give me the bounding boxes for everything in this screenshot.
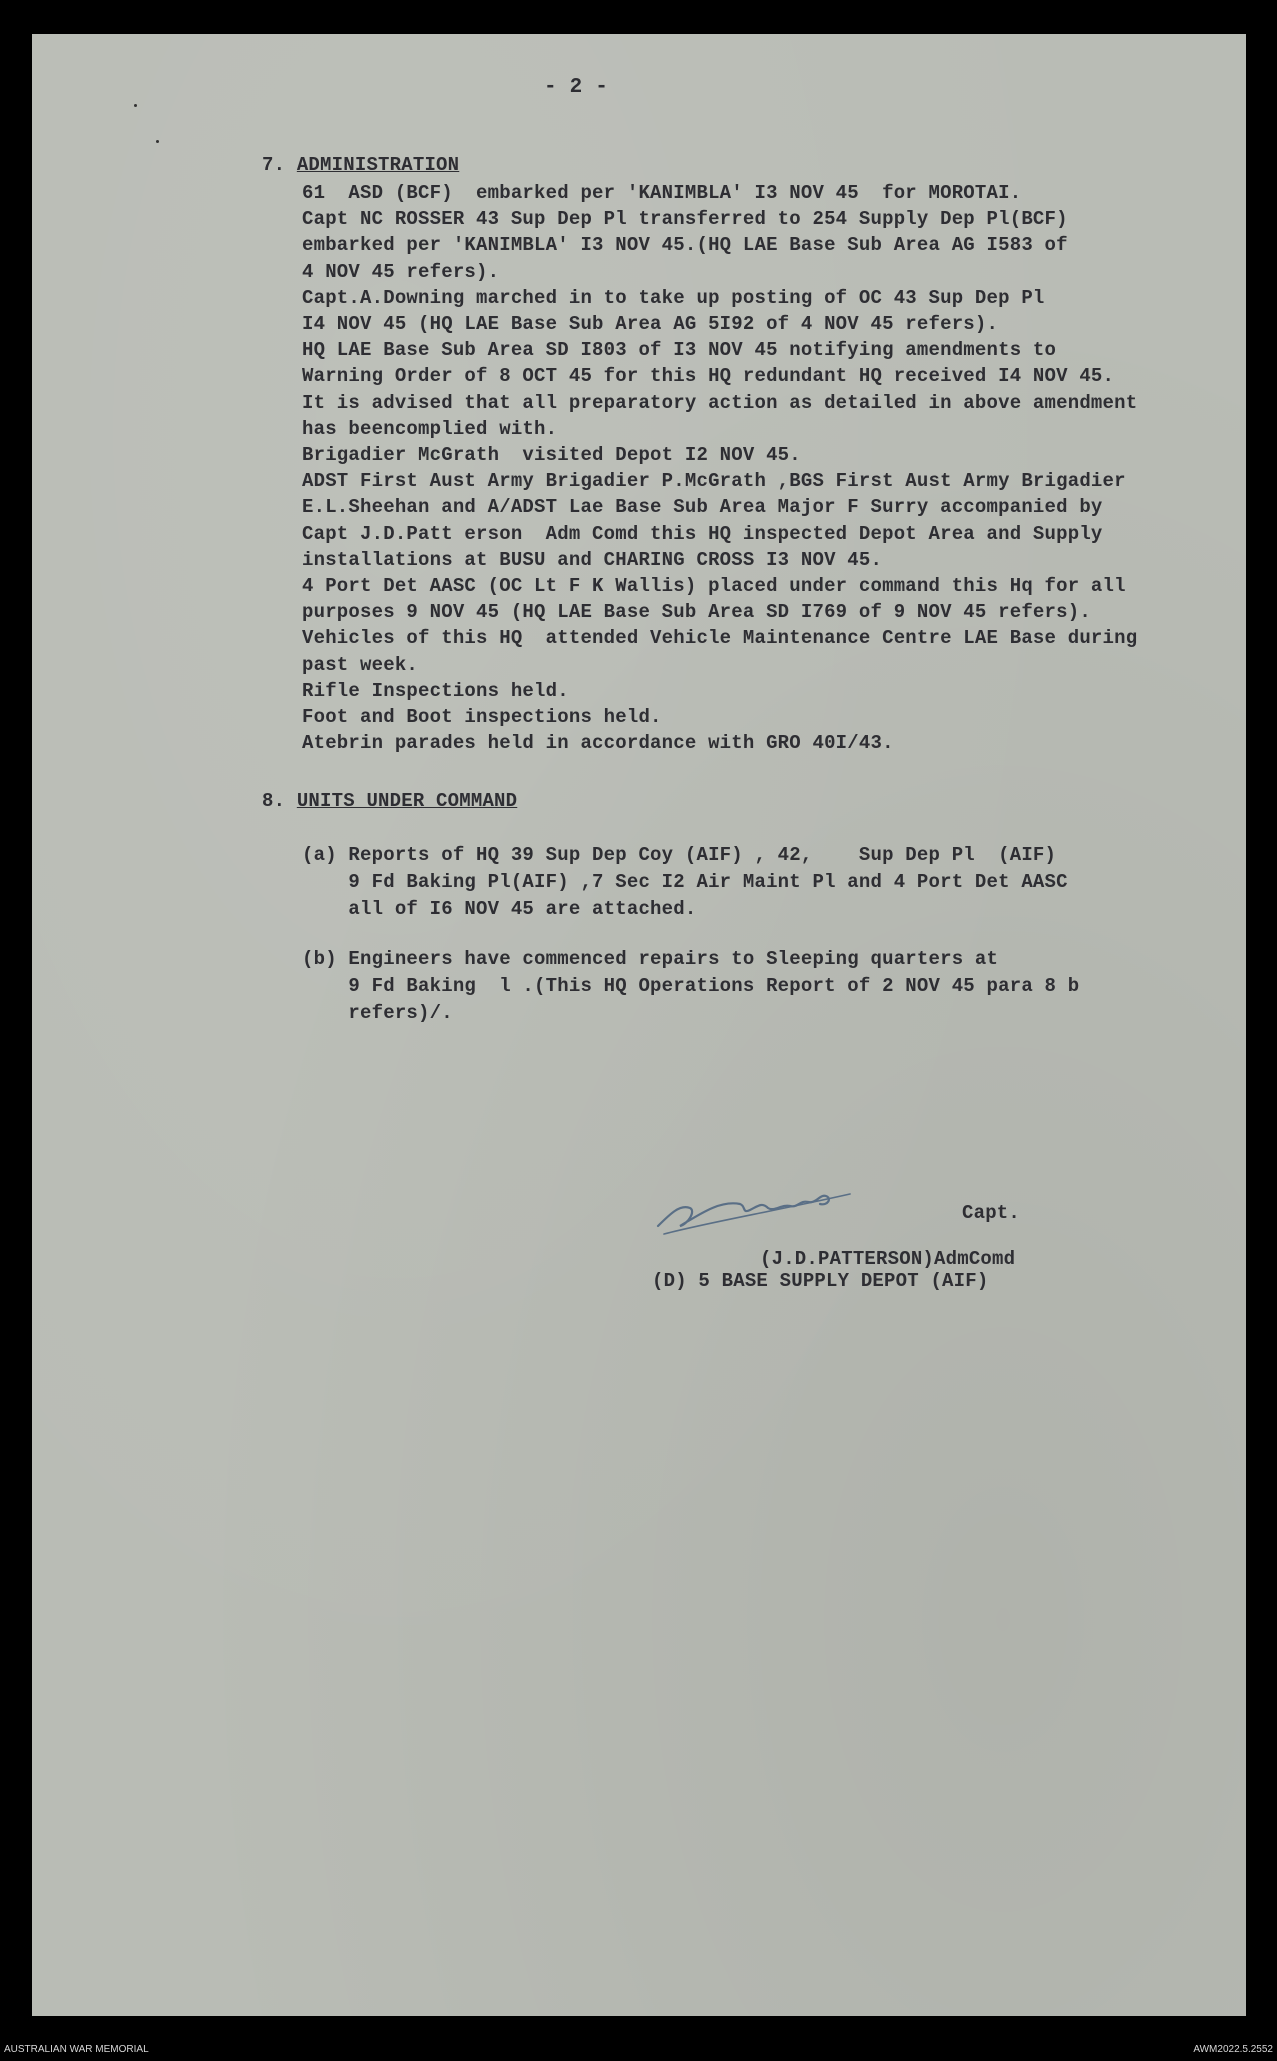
- administration-line: embarked per 'KANIMBLA' I3 NOV 45.(HQ LAE Base Sub Area AG I583 of: [302, 234, 1068, 257]
- administration-line: installations at BUSU and CHARING CROSS I3 NOV 45.: [302, 548, 883, 571]
- signature-unit: (D) 5 BASE SUPPLY DEPOT (AIF): [652, 1270, 989, 1292]
- administration-body: [302, 180, 1137, 756]
- section-7-number: 7.: [262, 154, 286, 176]
- page-number: - 2 -: [544, 76, 609, 99]
- units-item-a: (a) Reports of HQ 39 Sup Dep Coy (AIF) , 42, Sup Dep Pl (AIF) 9 Fd Baking Pl(AIF) ,7 Sec I2 Air Maint Pl and 4 Port Det AASC all of I6 NOV 45 are attached.: [302, 844, 1068, 920]
- footer-archive-name: AUSTRALIAN WAR MEMORIAL: [4, 2044, 149, 2055]
- administration-line: past week.: [302, 653, 419, 676]
- administration-line: It is advised that all preparatory action as detailed in above amendment: [302, 391, 1138, 414]
- signature-rank: Capt.: [962, 1202, 1021, 1224]
- footer-accession-number: AWM2022.5.2552: [1193, 2044, 1273, 2055]
- section-7-title: ADMINISTRATION: [296, 154, 460, 176]
- administration-line: I4 NOV 45 (HQ LAE Base Sub Area AG 5I92 of 4 NOV 45 refers).: [302, 313, 999, 336]
- administration-line: Warning Order of 8 OCT 45 for this HQ redundant HQ received I4 NOV 45.: [302, 365, 1115, 388]
- section-7-heading: [262, 154, 459, 176]
- administration-line: has beencomplied with.: [302, 417, 558, 440]
- administration-line: Vehicles of this HQ attended Vehicle Maintenance Centre LAE Base during: [302, 627, 1138, 650]
- administration-line: Rifle Inspections held.: [302, 679, 569, 702]
- paper-speck: [156, 140, 159, 143]
- administration-line: Foot and Boot inspections held.: [302, 706, 662, 729]
- administration-line: purposes 9 NOV 45 (HQ LAE Base Sub Area SD I769 of 9 NOV 45 refers).: [302, 601, 1091, 624]
- handwritten-signature: [650, 1164, 860, 1244]
- administration-line: ADST First Aust Army Brigadier P.McGrath ,BGS First Aust Army Brigadier: [302, 470, 1126, 493]
- administration-line: HQ LAE Base Sub Area SD I803 of I3 NOV 45 notifying amendments to: [302, 339, 1057, 362]
- paper-speck: [134, 104, 137, 107]
- section-8-title: UNITS UNDER COMMAND: [296, 790, 518, 812]
- signature-name: (J.D.PATTERSON)AdmComd: [760, 1248, 1016, 1270]
- section-8-heading: [262, 790, 517, 812]
- administration-line: E.L.Sheehan and A/ADST Lae Base Sub Area Major F Surry accompanied by: [302, 496, 1103, 519]
- administration-line: Capt J.D.Patt erson Adm Comd this HQ inspected Depot Area and Supply: [302, 522, 1103, 545]
- document-page: [32, 34, 1246, 2016]
- administration-line: Capt NC ROSSER 43 Sup Dep Pl transferred to 254 Supply Dep Pl(BCF): [302, 208, 1068, 231]
- administration-line: 4 Port Det AASC (OC Lt F K Wallis) placed under command this Hq for all: [302, 575, 1126, 598]
- administration-line: Brigadier McGrath visited Depot I2 NOV 45.: [302, 444, 801, 467]
- section-8-number: 8.: [262, 790, 286, 812]
- administration-line: Atebrin parades held in accordance with GRO 40I/43.: [302, 732, 894, 755]
- administration-line: Capt.A.Downing marched in to take up posting of OC 43 Sup Dep Pl: [302, 286, 1045, 309]
- administration-line: 61 ASD (BCF) embarked per 'KANIMBLA' I3 NOV 45 for MOROTAI.: [302, 182, 1022, 204]
- units-item-b: (b) Engineers have commenced repairs to Sleeping quarters at 9 Fd Baking l .(This HQ Operations Report of 2 NOV 45 para 8 b refers)/.: [302, 948, 1080, 1024]
- administration-line: 4 NOV 45 refers).: [302, 260, 500, 283]
